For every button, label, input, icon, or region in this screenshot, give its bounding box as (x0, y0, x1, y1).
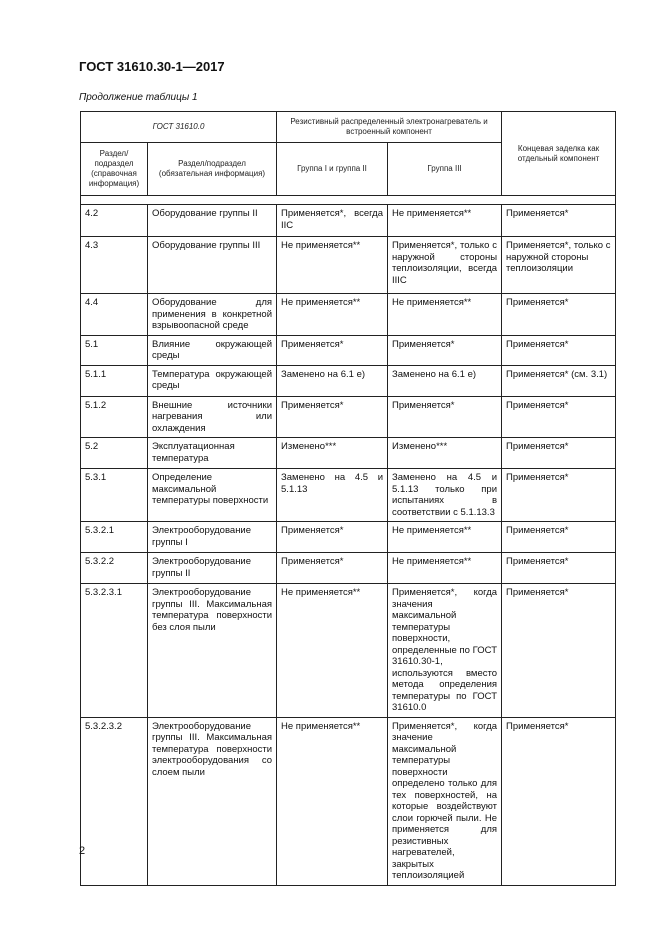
cell-title: Оборудование группы II (148, 205, 277, 237)
cell-group-3: Применяется*, только с наружной стороны теплоизоляции, всегда IIIC (388, 237, 502, 294)
table-row (81, 237, 616, 294)
cell-group-1-2: Не применяется** (277, 717, 388, 885)
table-row (81, 553, 616, 584)
cell-section: 4.4 (81, 294, 148, 336)
cell-title: Электрооборудование группы III. Максимальная температура поверхности без слоя пыли (148, 584, 277, 718)
cell-group-3: Не применяется** (388, 205, 502, 237)
cell-termination: Применяется* (502, 205, 616, 237)
cell-section: 5.3.2.2 (81, 553, 148, 584)
cell-termination: Применяется* (502, 469, 616, 522)
cell-termination: Применяется* (502, 522, 616, 553)
page-number: 2 (79, 845, 86, 857)
header-termination: Концевая заделка как отдельный компонент (502, 112, 616, 196)
cell-section: 5.2 (81, 438, 148, 469)
cell-group-1-2: Применяется* (277, 335, 388, 365)
table-row (81, 205, 616, 237)
table-row (81, 469, 616, 522)
cell-termination: Применяется* (502, 717, 616, 885)
cell-group-1-2: Применяется* (277, 396, 388, 438)
cell-group-3: Применяется*, когда значение максимальной температуры поверхности определено только для тех поверхностей, на которые воздействуют слои горючей пыли. Не применяется для резистивных нагревателей, закрытых теплоизоляцией (388, 717, 502, 885)
header-group-1-2: Группа I и группа II (277, 143, 388, 196)
cell-group-3: Не применяется** (388, 522, 502, 553)
cell-group-1-2: Не применяется** (277, 237, 388, 294)
cell-title: Оборудование группы III (148, 237, 277, 294)
cell-termination: Применяется*, только с наружной стороны теплоизоляции (502, 237, 616, 294)
cell-title: Определение максимальной температуры поверхности (148, 469, 277, 522)
cell-termination: Применяется* (502, 553, 616, 584)
cell-section: 5.1.1 (81, 365, 148, 396)
cell-group-3: Заменено на 6.1 е) (388, 365, 502, 396)
cell-section: 5.3.2.3.1 (81, 584, 148, 718)
header-gost-group: ГОСТ 31610.0 (81, 112, 277, 143)
cell-section: 5.1.2 (81, 396, 148, 438)
cell-section: 5.3.2.3.2 (81, 717, 148, 885)
cell-title: Температура окружающей среды (148, 365, 277, 396)
table-row (81, 396, 616, 438)
cell-termination: Применяется* (502, 294, 616, 336)
cell-termination: Применяется* (502, 335, 616, 365)
cell-title: Влияние окружающей среды (148, 335, 277, 365)
table-row (81, 717, 616, 885)
cell-group-3: Применяется* (388, 396, 502, 438)
header-row-1 (81, 112, 616, 143)
cell-termination: Применяется* (см. 3.1) (502, 365, 616, 396)
requirements-table (80, 111, 616, 886)
header-group-3: Группа III (388, 143, 502, 196)
table-row (81, 584, 616, 718)
cell-group-3: Не применяется** (388, 294, 502, 336)
cell-group-3: Изменено*** (388, 438, 502, 469)
table-caption: Продолжение таблицы 1 (79, 92, 198, 103)
table-row (81, 335, 616, 365)
cell-section: 4.3 (81, 237, 148, 294)
document-title: ГОСТ 31610.30-1—2017 (79, 59, 225, 74)
header-spacer (81, 196, 616, 205)
cell-section: 5.3.1 (81, 469, 148, 522)
cell-termination: Применяется* (502, 396, 616, 438)
cell-termination: Применяется* (502, 438, 616, 469)
cell-title: Электрооборудование группы III. Максимальная температура поверхности электрооборудования со слоем пыли (148, 717, 277, 885)
cell-section: 4.2 (81, 205, 148, 237)
header-section-ref: Раздел/ подраздел (справочная информация) (81, 143, 148, 196)
cell-title: Электрооборудование группы I (148, 522, 277, 553)
cell-group-1-2: Применяется* (277, 553, 388, 584)
cell-group-3: Применяется* (388, 335, 502, 365)
table-row (81, 365, 616, 396)
cell-group-1-2: Заменено на 6.1 е) (277, 365, 388, 396)
header-heater-group: Резистивный распределенный электронагреватель и встроенный компонент (277, 112, 502, 143)
table-row (81, 522, 616, 553)
cell-group-1-2: Не применяется** (277, 294, 388, 336)
cell-section: 5.1 (81, 335, 148, 365)
cell-termination: Применяется* (502, 584, 616, 718)
cell-title: Эксплуатационная температура (148, 438, 277, 469)
cell-group-3: Применяется*, когда значения максимальной температуры поверхности, определенные по ГОСТ 31610.30-1, используются вместо метода определения температуры по ГОСТ 31610.0 (388, 584, 502, 718)
table-row (81, 294, 616, 336)
cell-group-1-2: Не применяется** (277, 584, 388, 718)
cell-title: Внешние источники нагревания или охлаждения (148, 396, 277, 438)
cell-group-1-2: Применяется* (277, 522, 388, 553)
table-body (81, 205, 616, 886)
cell-group-1-2: Заменено на 4.5 и 5.1.13 (277, 469, 388, 522)
cell-title: Электрооборудование группы II (148, 553, 277, 584)
cell-title: Оборудование для применения в конкретной взрывоопасной среде (148, 294, 277, 336)
cell-group-1-2: Применяется*, всегда IIC (277, 205, 388, 237)
table-row (81, 438, 616, 469)
cell-group-3: Не применяется** (388, 553, 502, 584)
cell-group-1-2: Изменено*** (277, 438, 388, 469)
header-section-mandatory: Раздел/подраздел (обязательная информация) (148, 143, 277, 196)
cell-group-3: Заменено на 4.5 и 5.1.13 только при испытаниях в соответствии с 5.1.13.3 (388, 469, 502, 522)
cell-section: 5.3.2.1 (81, 522, 148, 553)
